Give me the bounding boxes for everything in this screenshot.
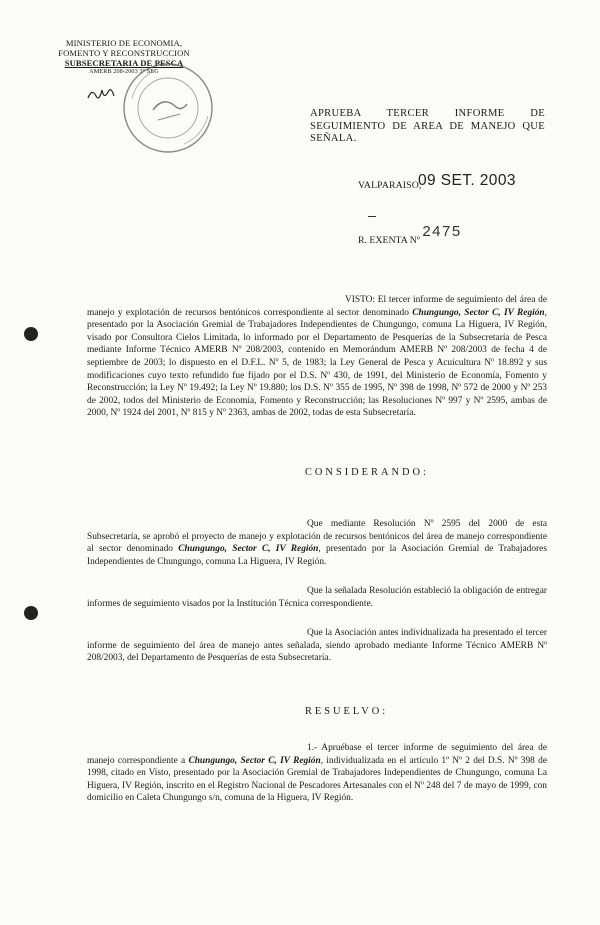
- resuelvo-paragraph-1: [87, 742, 547, 805]
- considerando-1-text-1: Que mediante Resolución Nº 2595 del 2000 de esta Subsecretaría, se aprobó el proyecto de manejo y explotación de recursos bentónicos del área de manejo correspondiente al sector denominado: [87, 519, 547, 555]
- visto-text-1: El tercer informe de seguimiento del área de manejo y explotación de recursos bentónicos correspondiente al sector denominado: [87, 295, 547, 318]
- visto-lead: VISTO:: [345, 295, 376, 305]
- ministry-line-2: FOMENTO Y RECONSTRUCCION: [58, 48, 190, 58]
- resuelvo-1-text-2: , individualizada en el artículo 1º Nº 2 del D.S. Nº 398 de 1998, citado en Visto, presentado por la Asociación Gremial de Trabajadores Independientes de Chungungo, comuna La Higuera, IV Región, inscrito en el Registro Nacional de Pescadores Artesanales con el Nº 248 del 7 de mayo de 1999, con domicilio en Caleta Chungungo s/n, comuna de la Higuera, IV Región.: [87, 755, 547, 804]
- considerando-heading: CONSIDERANDO:: [305, 467, 429, 478]
- resuelvo-1-sector: Chungungo, Sector C, IV Región: [188, 755, 321, 766]
- binder-hole-icon: [24, 327, 38, 341]
- signature-icon: [86, 84, 116, 106]
- considerando-1-sector: Chungungo, Sector C, IV Región: [178, 544, 319, 555]
- considerando-2-text: Que la señalada Resolución estableció la obligación de entregar informes de seguimiento visados por la Institución Técnica correspondiente.: [87, 586, 547, 609]
- considerando-1-text-2: , presentado por la Asociación Gremial de Trabajadores Independientes de Chungungo, comuna La Higuera, IV Región.: [87, 544, 547, 567]
- binder-hole-icon: [24, 606, 38, 620]
- resuelvo-heading: RESUELVO:: [305, 706, 389, 717]
- considerando-paragraph-3: [87, 627, 547, 665]
- divider-mark: [368, 216, 376, 217]
- resolution-label: R. EXENTA Nº: [358, 235, 420, 246]
- considerando-3-text: Que la Asociación antes individualizada ha presentado el tercer informe de seguimiento del área de manejo antes señalada, siendo aprobado mediante Informe Técnico AMERB Nº 208/2003, del Departamento de Pesquerías de esta Subsecretaría.: [87, 628, 547, 664]
- considerando-paragraph-1: [87, 518, 547, 568]
- ministry-seal-icon: [118, 58, 218, 158]
- ministry-line-4: AMERB 208-2003 3° SEG: [89, 68, 159, 75]
- place-label: VALPARAISO,: [358, 180, 422, 191]
- resolution-title: APRUEBA TERCER INFORME DE SEGUIMIENTO DE AREA DE MANEJO QUE SEÑALA.: [310, 108, 545, 144]
- resolution-number-line: [358, 223, 462, 247]
- considerando-paragraph-2: [87, 585, 547, 610]
- ministry-line-3: SUBSECRETARIA DE PESCA: [64, 58, 184, 68]
- visto-sector: Chungungo, Sector C, IV Región: [412, 307, 545, 318]
- ministry-line-1: MINISTERIO DE ECONOMIA,: [65, 38, 183, 48]
- date-stamp: 09 SET. 2003: [418, 172, 516, 189]
- visto-paragraph: [87, 294, 547, 420]
- resuelvo-1-text-1: 1.- Apruébase el tercer informe de seguimiento del área de manejo correspondiente a: [87, 743, 547, 766]
- resolution-number: 2475: [422, 223, 462, 240]
- visto-text-2: , presentado por la Asociación Gremial de Trabajadores Independientes de Chungungo, comuna La Higuera, IV Región, visado por Consultora Cielos Limitada, lo informado por el Departamento de Pesquerías de la Subsecretaría de Pesca mediante Informe Técnico AMERB Nº 208/2003, contenido en Memorándum AMERB Nº 208/2003 de fecha 4 de septiembre de 2003; lo dispuesto en el D.F.L. Nº 5, de 1983; la Ley General de Pesca y Acuicultura Nº 18.892 y sus modificaciones cuyo texto refundido fue fijado por el D.S. Nº 430, de 1991, del Ministerio de Economía, Fomento y Reconstrucción; la Ley Nº 19.492; la Ley Nº 19.880; los D.S. Nº 355 de 1995, Nº 398 de 1998, Nº 572 de 2000 y Nº 253 de 2002, todos del Ministerio de Economía, Fomento y Reconstrucción; las Resoluciones Nº 997 y Nº 2595, ambas de 2000, Nº 1924 del 2001, Nº 815 y Nº 2363, ambas de 2002, todas de esta Subsecretaría.: [87, 307, 547, 419]
